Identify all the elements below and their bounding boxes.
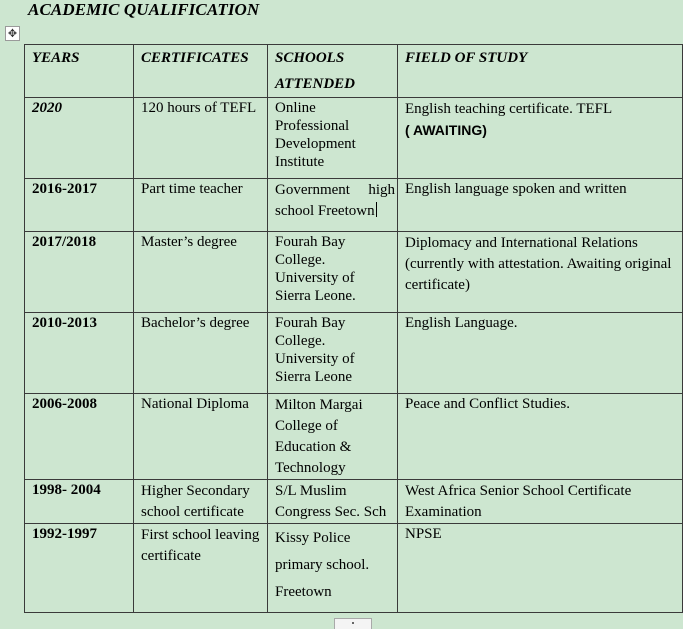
school-cell: S/L Muslim Congress Sec. Sch: [268, 480, 398, 524]
field-cell: Diplomacy and International Relations (currently with attestation. Awaiting original certificate): [398, 232, 683, 313]
table-row: [25, 524, 683, 613]
certificate-cell: Higher Secondary school certificate: [134, 480, 268, 524]
table-row: [25, 232, 683, 313]
table-header-row: [25, 45, 683, 98]
header-certificates: CERTIFICATES: [134, 45, 268, 98]
header-years: YEARS: [25, 45, 134, 98]
field-cell: Peace and Conflict Studies.: [398, 394, 683, 480]
school-cell: Fourah Bay College. University of Sierra Leone.: [268, 232, 398, 313]
field-cell: English language spoken and written: [398, 179, 683, 232]
section-heading: ACADEMIC QUALIFICATION: [28, 0, 260, 19]
certificate-cell: Master’s degree: [134, 232, 268, 313]
certificate-cell: 120 hours of TEFL: [134, 98, 268, 179]
year-cell: 2010-2013: [25, 313, 134, 394]
move-arrows-icon: ✥: [7, 27, 18, 40]
table-row: [25, 394, 683, 480]
school-cell: Online Professional Development Institute: [268, 98, 398, 179]
text-cursor: [376, 202, 377, 217]
school-cell: Milton Margai College of Education & Technology: [268, 394, 398, 480]
field-cell: NPSE: [398, 524, 683, 613]
school-text: Government high school Freetown: [275, 182, 395, 219]
school-cell: Fourah Bay College. University of Sierra Leone: [268, 313, 398, 394]
school-cell: Kissy Police primary school. Freetown: [268, 524, 398, 613]
year-cell: 2020: [25, 98, 134, 179]
awaiting-note: ( AWAITING): [405, 122, 487, 138]
table-row: [25, 179, 683, 232]
field-cell: [398, 98, 683, 179]
field-text: English teaching certificate. TEFL: [405, 101, 613, 117]
header-field: FIELD OF STUDY: [398, 45, 683, 98]
table-row: [25, 480, 683, 524]
table-row: [25, 313, 683, 394]
certificate-cell: First school leaving certificate: [134, 524, 268, 613]
table-row: [25, 98, 683, 179]
year-cell: 2017/2018: [25, 232, 134, 313]
year-cell: 2016-2017: [25, 179, 134, 232]
table-move-handle[interactable]: [5, 26, 20, 41]
field-cell: English Language.: [398, 313, 683, 394]
certificate-cell: Bachelor’s degree: [134, 313, 268, 394]
qualification-table: [24, 44, 683, 613]
year-cell: 1998- 2004: [25, 480, 134, 524]
certificate-cell: National Diploma: [134, 394, 268, 480]
header-schools: SCHOOLS ATTENDED: [268, 45, 398, 98]
field-cell: West Africa Senior School Certificate Examination: [398, 480, 683, 524]
year-cell: 1992-1997: [25, 524, 134, 613]
certificate-cell: Part time teacher: [134, 179, 268, 232]
year-cell: 2006-2008: [25, 394, 134, 480]
school-cell[interactable]: [268, 179, 398, 232]
